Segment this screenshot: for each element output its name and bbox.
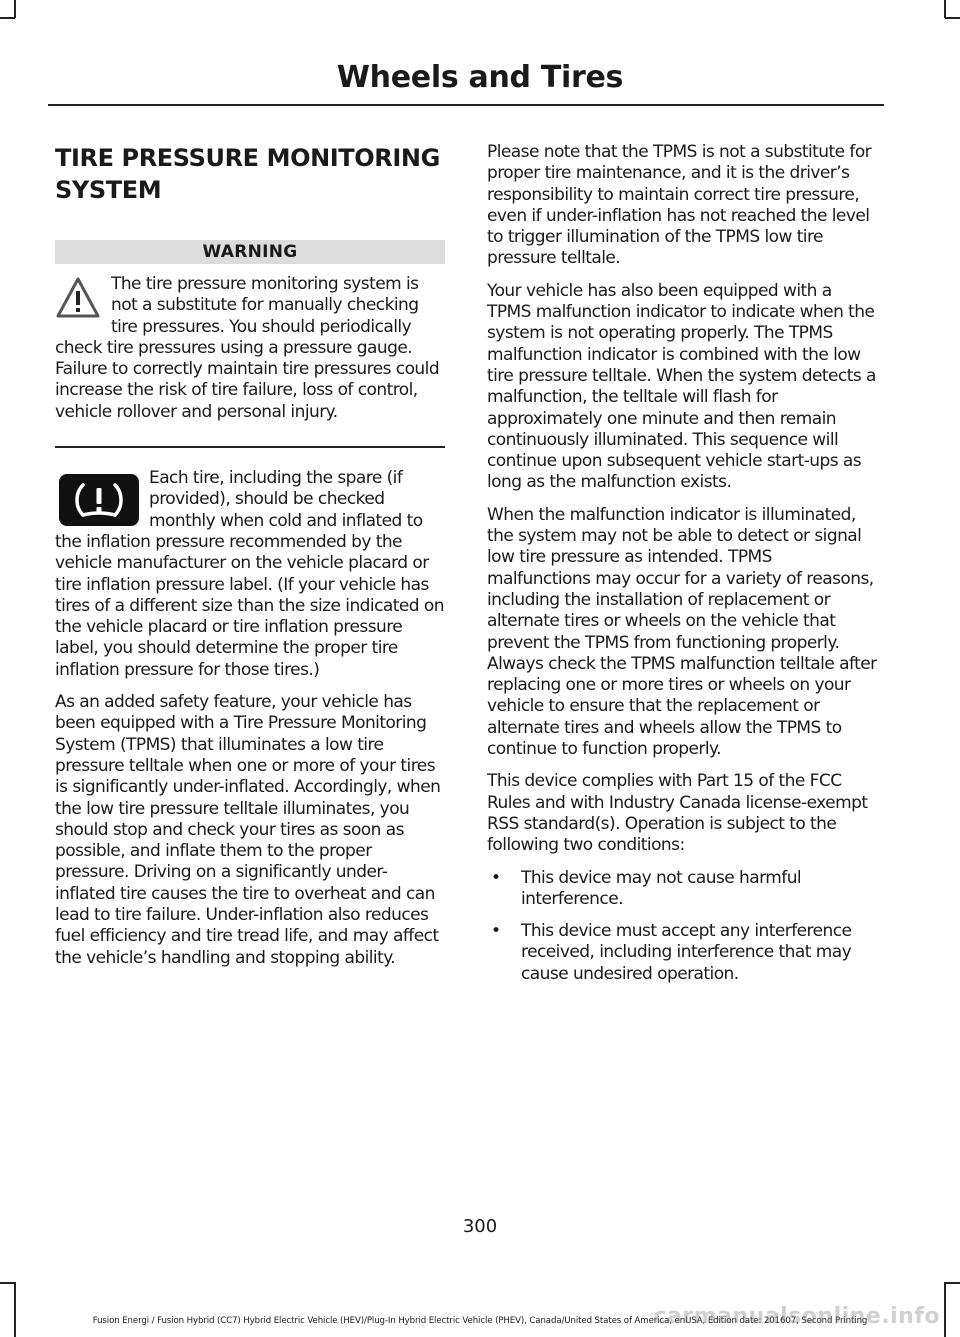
safety-feature-paragraph: As an added safety feature, your vehicle has been equipped with a Tire Pressure Monitoring System (TPMS) that illuminates a low tire pressure telltale when one or more of your tires is significantly under-inflated. Accordingly, when the low tire pressure telltale illuminates, you should stop and check your tires as soon as possible, and inflate them to the proper pressure. Driving on a significantly under-inflated tire causes the tire to overheat and can lead to tire failure. Under-inflation also reduces fuel efficiency and tire tread life, and may affect the vehicle’s handling and stopping ability.	[55, 692, 441, 968]
crop-mark	[944, 1282, 946, 1337]
crop-mark	[0, 1282, 15, 1284]
page-number: 300	[462, 1216, 498, 1237]
crop-mark	[14, 1282, 16, 1337]
crop-mark	[14, 0, 16, 18]
list-item	[487, 868, 879, 911]
left-column	[55, 142, 445, 980]
malfunction-causes-paragraph: When the malfunction indicator is illuminated, the system may not be able to detect or signal low tire pressure as intended. TPMS malfunctions may occur for a variety of reasons, including the installation of replacement or alternate tires or wheels on the vehicle that prevent the TPMS from functioning properly. Always check the TPMS malfunction telltale after replacing one or more tires or wheels on your vehicle to ensure that the replacement or alternate tires and wheels allow the TPMS to continue to function properly.	[487, 504, 877, 760]
crop-mark	[0, 17, 15, 19]
crop-mark	[945, 17, 960, 19]
warning-triangle-icon	[55, 276, 101, 326]
malfunction-indicator-paragraph: Your vehicle has also been equipped with a TPMS malfunction indicator to indicate when the system is not operating properly. The TPMS malfunction indicator is combined with the low tire pressure telltale. When the system detects a malfunction, the telltale will flash for approximately one minute and then remain continuously illuminated. This sequence will continue upon subsequent vehicle start-ups as long as the malfunction exists.	[487, 280, 876, 493]
tpms-icon-paragraph	[55, 468, 445, 681]
bullet-marker: •	[491, 867, 501, 888]
crop-mark	[944, 0, 946, 18]
warning-block	[55, 240, 445, 448]
header-divider	[48, 104, 884, 106]
bullet-marker: •	[491, 921, 501, 942]
fcc-conditions-list	[487, 868, 879, 985]
footer-edition-info: Fusion Energi / Fusion Hybrid (CC7) Hybrid Electric Vehicle (HEV)/Plug-In Hybrid Electric Vehicle (PHEV), Canada/United States of America, enUSA, Edition date: 201607, Second Printing	[92, 1316, 868, 1326]
section-title: TIRE PRESSURE MONITORING SYSTEM	[55, 144, 440, 204]
tire-pressure-warning-icon	[59, 474, 139, 526]
watermark: carmanualsonline.info	[653, 1304, 940, 1329]
warning-body: The tire pressure monitoring system is not a substitute for manually checking tire pressures. You should periodically check tire pressures using a pressure gauge. Failure to correctly maintain tire pressures could increase the risk of tire failure, loss of control, vehicle rollover and personal injury.	[55, 274, 440, 422]
warning-label: WARNING	[55, 240, 445, 264]
page-header-title: Wheels and Tires	[336, 60, 624, 95]
list-item-text: This device must accept any interference received, including interference that may cause undesired operation.	[521, 921, 852, 984]
list-item-text: This device may not cause harmful interference.	[521, 867, 802, 909]
right-column	[487, 142, 879, 996]
maintenance-note-paragraph: Please note that the TPMS is not a substitute for proper tire maintenance, and it is the driver’s responsibility to maintain correct tire pressure, even if under-inflation has not reached the level to trigger illumination of the TPMS low tire pressure telltale.	[487, 142, 872, 269]
crop-mark	[945, 1282, 960, 1284]
list-item	[487, 921, 879, 985]
warning-text	[55, 274, 445, 423]
tpms-icon-paragraph-text: Each tire, including the spare (if provided), should be checked monthly when cold and inflated to the inflation pressure recommended by the vehicle manufacturer on the vehicle placard or tire inflation pressure label. (If your vehicle has tires of a different size than the size indicated on the vehicle placard or tire inflation pressure label, you should determine the proper tire inflation pressure for those tires.)	[55, 468, 444, 680]
fcc-compliance-paragraph: This device complies with Part 15 of the FCC Rules and with Industry Canada license-exempt RSS standard(s). Operation is subject to the following two conditions:	[487, 771, 868, 856]
